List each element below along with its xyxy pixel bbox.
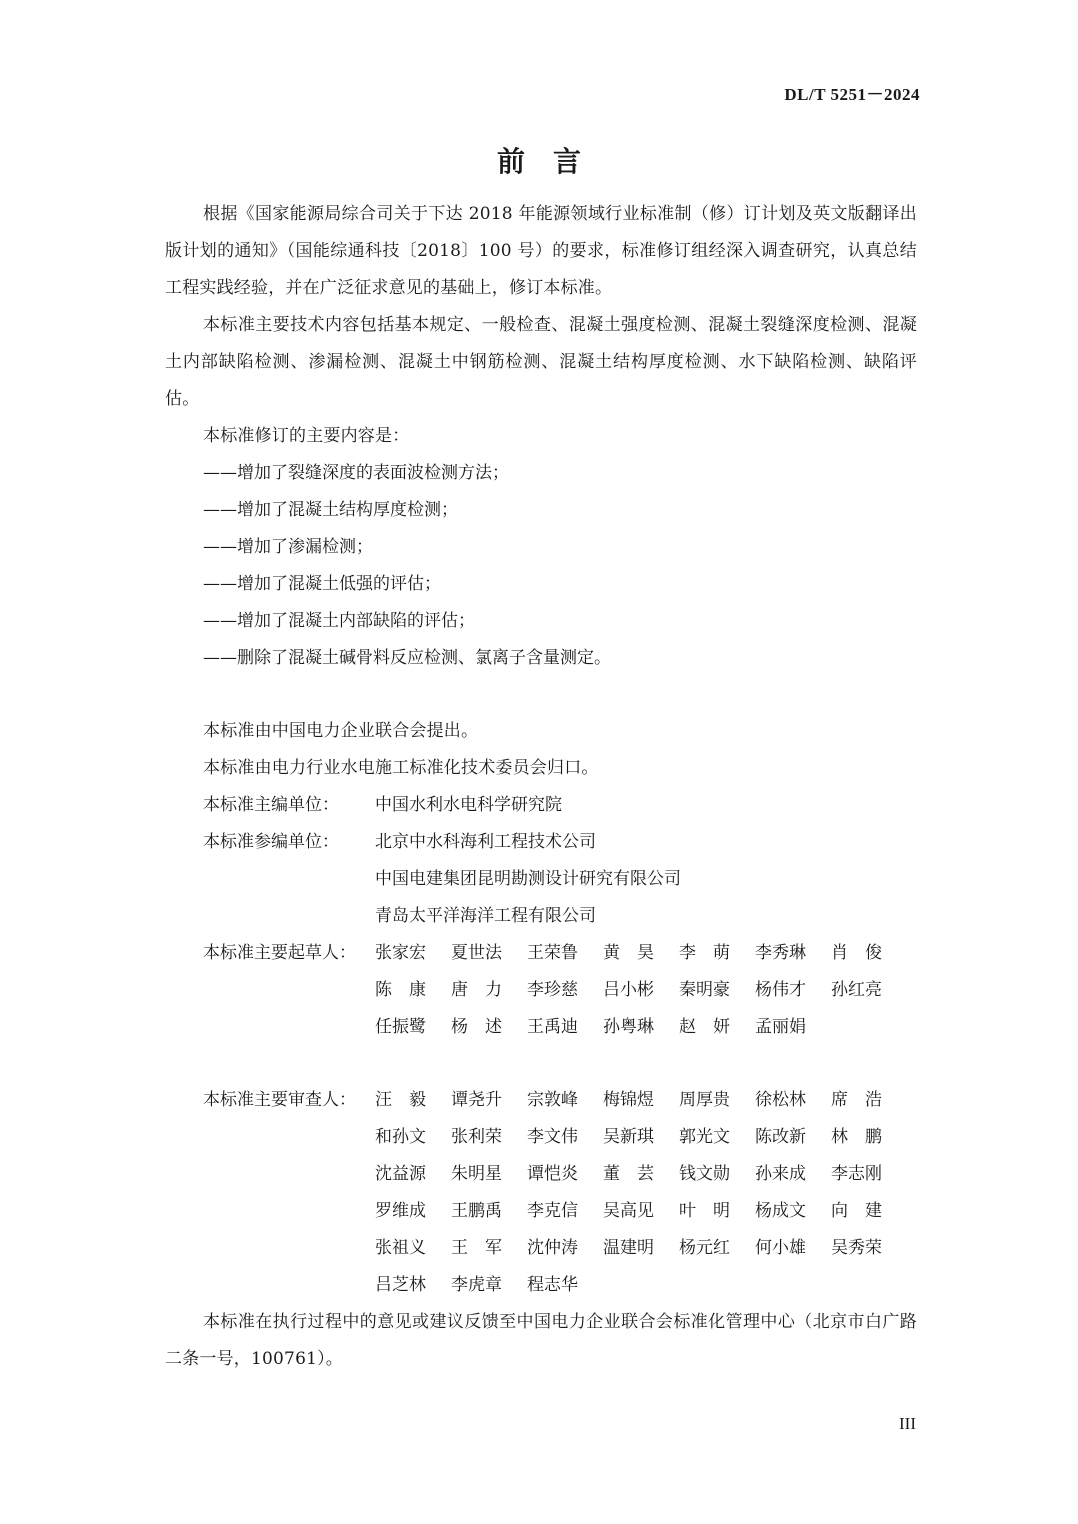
person-name: 温建明 [603, 1238, 654, 1258]
person-name: 李珍慈 [527, 980, 578, 1000]
person-name: 李秀琳 [755, 943, 806, 963]
person-name: 吴秀荣 [831, 1238, 882, 1258]
person-name: 黄 昊 [603, 943, 654, 963]
person-name: 郭光文 [679, 1127, 730, 1147]
person-name: 王禹迪 [527, 1017, 578, 1037]
person-name: 董 芸 [603, 1164, 654, 1184]
person-name: 谭恺炎 [527, 1164, 578, 1184]
person-name: 林 鹏 [831, 1127, 882, 1147]
change-item: ——删除了混凝土碱骨料反应检测、氯离子含量测定。 [203, 648, 611, 668]
participating-unit: 北京中水科海利工程技术公司 [375, 832, 596, 852]
person-name: 周厚贵 [679, 1090, 730, 1110]
person-name: 张家宏 [375, 943, 426, 963]
person-name: 孙红亮 [831, 980, 882, 1000]
participating-unit: 中国电建集团昆明勘测设计研究有限公司 [375, 869, 681, 889]
change-item: ——增加了混凝土结构厚度检测； [203, 500, 458, 520]
person-name: 孟丽娟 [755, 1017, 806, 1037]
page-title: 前言 [496, 145, 609, 178]
participating-unit: 青岛太平洋海洋工程有限公司 [375, 906, 596, 926]
intro-paragraph-1: 根据《国家能源局综合司关于下达 2018 年能源领域行业标准制（修）订计划及英文版翻译出版计划的通知》（国能综通科技〔2018〕100 号）的要求，标准修订组经深入调查研究，认真总结工程实践经验，并在广泛征求意见的基础上，修订本标准。 [165, 204, 917, 298]
person-name: 杨元红 [679, 1238, 730, 1258]
change-item: ——增加了混凝土内部缺陷的评估； [203, 611, 475, 631]
person-name: 汪 毅 [375, 1090, 426, 1110]
person-name: 陈改新 [755, 1127, 806, 1147]
person-name: 李克信 [527, 1201, 578, 1221]
reviewers-section [165, 1082, 917, 1304]
person-name: 张祖义 [375, 1238, 426, 1258]
chief-unit-label: 本标准主编单位： [203, 795, 339, 815]
person-name: 李文伟 [527, 1127, 578, 1147]
chief-unit-value: 中国水利水电科学研究院 [375, 795, 562, 815]
person-name: 张利荣 [451, 1127, 502, 1147]
person-name: 杨 述 [451, 1017, 502, 1037]
person-name: 罗维成 [375, 1201, 426, 1221]
person-name: 杨成文 [755, 1201, 806, 1221]
person-name: 杨伟才 [755, 980, 806, 1000]
participating-unit-row [165, 824, 917, 861]
person-name: 沈仲涛 [527, 1238, 578, 1258]
person-name: 孙来成 [755, 1164, 806, 1184]
participating-unit-row [165, 861, 917, 898]
reviewers-label: 本标准主要审查人： [203, 1090, 356, 1110]
drafters-section [165, 935, 917, 1046]
person-name: 谭尧升 [451, 1090, 502, 1110]
section-gap [165, 1046, 917, 1082]
intro-paragraph-3: 本标准修订的主要内容是： [203, 426, 410, 446]
person-name: 向 建 [831, 1201, 882, 1221]
change-item: ——增加了渗漏检测； [203, 537, 373, 557]
feedback-paragraph: 本标准在执行过程中的意见或建议反馈至中国电力企业联合会标准化管理中心（北京市白广路二条一号，100761）。 [165, 1312, 917, 1369]
person-name: 和孙文 [375, 1127, 426, 1147]
person-name: 朱明星 [451, 1164, 502, 1184]
participating-unit-row [165, 898, 917, 935]
person-name: 沈益源 [375, 1164, 426, 1184]
person-name: 夏世法 [451, 943, 502, 963]
person-name: 吕小彬 [603, 980, 654, 1000]
chief-unit-row [165, 787, 917, 824]
person-name: 孙粤琳 [603, 1017, 654, 1037]
person-name: 任振鹭 [375, 1017, 426, 1037]
person-name: 梅锦煜 [603, 1090, 654, 1110]
person-name: 王鹏禹 [451, 1201, 502, 1221]
drafters-label: 本标准主要起草人： [203, 943, 356, 963]
section-gap [165, 677, 917, 713]
person-name: 肖 俊 [831, 943, 882, 963]
person-name: 吴高见 [603, 1201, 654, 1221]
person-name: 李 萌 [679, 943, 730, 963]
change-item: ——增加了混凝土低强的评估； [203, 574, 441, 594]
page-number: III [899, 1414, 916, 1433]
preface-body [165, 196, 917, 1378]
person-name: 叶 明 [679, 1201, 730, 1221]
person-name: 席 浩 [831, 1090, 882, 1110]
person-name: 钱文勋 [679, 1164, 730, 1184]
drafters-names [375, 935, 907, 1046]
participating-units-label: 本标准参编单位： [203, 832, 339, 852]
person-name: 何小雄 [755, 1238, 806, 1258]
reviewers-names [375, 1082, 907, 1304]
proposer-statement: 本标准由中国电力企业联合会提出。 [203, 721, 479, 741]
person-name: 吕芝林 [375, 1275, 426, 1295]
person-name: 唐 力 [451, 980, 502, 1000]
person-name: 宗敦峰 [527, 1090, 578, 1110]
person-name: 王荣鲁 [527, 943, 578, 963]
person-name: 李志刚 [831, 1164, 882, 1184]
change-item: ——增加了裂缝深度的表面波检测方法； [203, 463, 509, 483]
person-name: 李虎章 [451, 1275, 502, 1295]
intro-paragraph-2: 本标准主要技术内容包括基本规定、一般检查、混凝土强度检测、混凝土裂缝深度检测、混凝土内部缺陷检测、渗漏检测、混凝土中钢筋检测、混凝土结构厚度检测、水下缺陷检测、缺陷评估。 [165, 315, 917, 409]
person-name: 程志华 [527, 1275, 578, 1295]
person-name: 陈 康 [375, 980, 426, 1000]
person-name: 赵 妍 [679, 1017, 730, 1037]
person-name: 吴新琪 [603, 1127, 654, 1147]
person-name: 秦明豪 [679, 980, 730, 1000]
person-name: 王 军 [451, 1238, 502, 1258]
governing-body-statement: 本标准由电力行业水电施工标准化技术委员会归口。 [203, 758, 599, 778]
person-name: 徐松林 [755, 1090, 806, 1110]
standard-code: DL/T 5251－2024 [784, 85, 920, 104]
